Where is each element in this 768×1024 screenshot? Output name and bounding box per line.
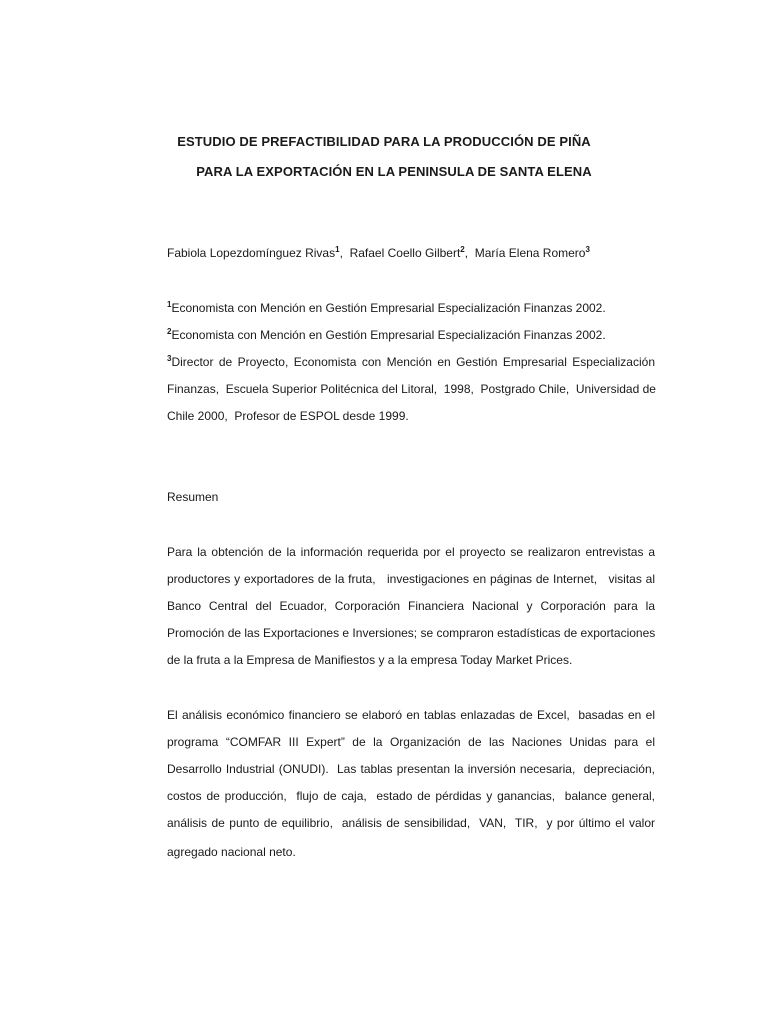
affiliation-text: Economista con Mención en Gestión Empresarial Especialización Finanzas 2002. (171, 301, 606, 315)
section-heading-resumen: Resumen (167, 490, 219, 504)
author-separator: , (339, 246, 350, 260)
affiliation-2 (167, 328, 655, 342)
paragraph-2-line: agregado nacional neto. (167, 845, 296, 859)
paragraph-1-line: de la fruta a la Empresa de Manifiestos y a la empresa Today Market Prices. (167, 653, 573, 667)
affiliation-mark: 3 (167, 354, 172, 363)
author-mark: 2 (460, 245, 465, 254)
paragraph-2-line: costos de producción, flujo de caja, estado de pérdidas y ganancias, balance general, (167, 789, 655, 803)
affiliation-mark: 1 (167, 300, 172, 309)
paper-title-line-2: PARA LA EXPORTACIÓN EN LA PENINSULA DE SANTA ELENA (196, 164, 592, 179)
affiliation-1 (167, 301, 655, 315)
affiliation-3-line-2: Finanzas, Escuela Superior Politécnica del Litoral, 1998, Postgrado Chile, Universidad de (167, 382, 656, 396)
paragraph-1-line: Banco Central del Ecuador, Corporación Financiera Nacional y Corporación para la (167, 599, 655, 613)
paragraph-2-line: El análisis económico financiero se elaboró en tablas enlazadas de Excel, basadas en el (167, 708, 655, 722)
affiliation-mark: 2 (167, 327, 172, 336)
paragraph-2-line: análisis de punto de equilibrio, análisis de sensibilidad, VAN, TIR, y por último el valor (167, 816, 655, 830)
paragraph-2-line: programa “COMFAR III Expert” de la Organización de las Naciones Unidas para el (167, 735, 655, 749)
author-name: María Elena Romero (474, 246, 586, 260)
author-name: Fabiola Lopezdomínguez Rivas (167, 246, 336, 260)
author-mark: 1 (335, 245, 340, 254)
affiliation-3-line-1 (167, 355, 655, 369)
author-name: Rafael Coello Gilbert (349, 246, 461, 260)
paragraph-1-line: Para la obtención de la información requerida por el proyecto se realizaron entrevistas a (167, 545, 655, 559)
author-list (167, 246, 655, 260)
affiliation-text: Director de Proyecto, Economista con Mención en Gestión Empresarial Especialización (171, 355, 655, 369)
author-mark: 3 (585, 245, 590, 254)
affiliation-3-line-3: Chile 2000, Profesor de ESPOL desde 1999. (167, 409, 409, 423)
paragraph-2-line: Desarrollo Industrial (ONUDI). Las tablas presentan la inversión necesaria, depreciación, (167, 762, 655, 776)
paper-title-line-1: ESTUDIO DE PREFACTIBILIDAD PARA LA PRODUCCIÓN DE PIÑA (177, 134, 591, 149)
paragraph-1-line: Promoción de las Exportaciones e Inversiones; se compraron estadísticas de exportaciones (167, 626, 656, 640)
paragraph-1-line: productores y exportadores de la fruta, investigaciones en páginas de Internet, visitas al (167, 572, 655, 586)
author-separator: , (464, 246, 475, 260)
affiliation-text: Economista con Mención en Gestión Empresarial Especialización Finanzas 2002. (171, 328, 606, 342)
